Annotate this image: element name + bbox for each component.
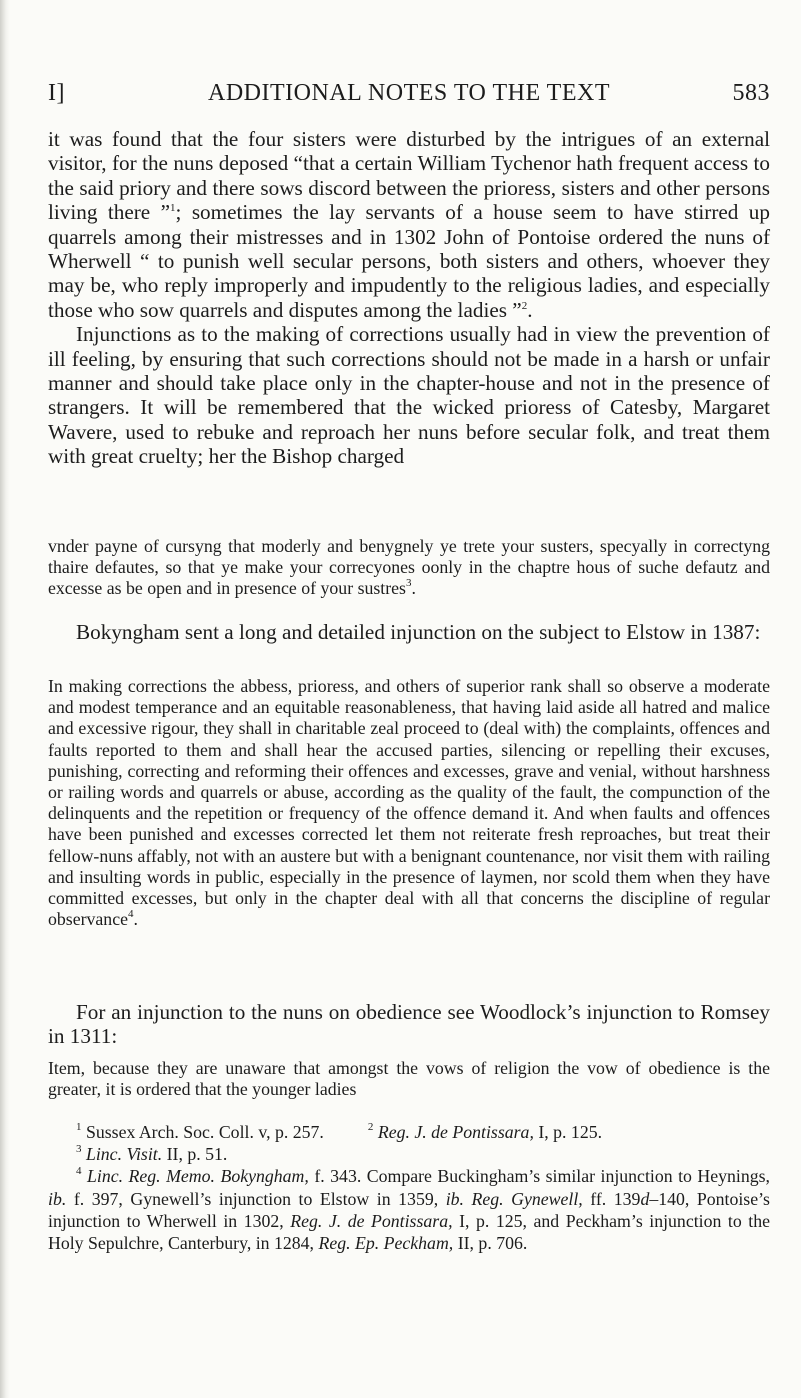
quotation-3 [48,1058,770,1100]
footnote-4-text-b: f. 397, Gynewell’s injunction to Elstow in 1359, [66,1188,446,1209]
paragraph-1 [48,127,770,469]
footnote-line-1-2 [48,1121,770,1143]
quotation-1-text: vnder payne of cursyng that moderly and benygnely ye trete your susters, specyally in correctyng thaire defautes, so that ye make your correcyones oonly in the chaptre hous of suche defautz and excesse as be open and in presence of your sustres [48,536,770,599]
paragraph-1-text-b: ; sometimes the lay servants of a house seem to have stirred up quarrels among their mistresses and in 1302 John of Pontoise ordered the nuns of Wherwell “ to punish well secular persons, both sisters and others, whoever they may be, who reply improperly and impudently to the religious ladies, and especially those who sow quarrels and disputes among the ladies ” [48,200,770,322]
footnote-ref-3: 3 [405,577,412,590]
paragraph-2: Injunctions as to the making of corrections usually had in view the prevention of ill feeling, by ensuring that such corrections should not be made in a harsh or unfair manner and should take place only in the chapter-house and not in the presence of strangers. It will be remembered that the wicked prioress of Catesby, Margaret Wavere, used to rebuke and reproach her nuns before secular folk, and treat them with great cruelty; her the Bishop charged [48,322,770,469]
footnote-4-title-2: ib. [48,1188,67,1209]
quotation-3-text: Item, because they are unaware that amongst the vows of religion the vow of obedience is the greater, it is ordered that the younger ladies [48,1058,770,1100]
footnote-ref-2: 2 [521,299,528,312]
footnotes [48,1121,770,1254]
footnote-4-text-c: ff. 139 [582,1188,641,1209]
footnote-marker-4: 4 [76,1165,82,1178]
footnote-4-text-e: I, p. 125, and Peckham’s injunction to the Holy Sepulchre, Canterbury, in 1284, [48,1210,770,1254]
footnote-2-ref: I, p. 125. [533,1122,603,1142]
footnote-4-text-d: –140, Pontoise’s injunction to Wherwell in 1302, [48,1188,770,1231]
quotation-1 [48,536,770,600]
footnote-4-title-5: Reg. J. de Pontissara, [290,1210,453,1231]
footnote-4-text-f: II, p. 706. [453,1233,528,1254]
quotation-2-end: . [133,909,138,930]
paragraph-4-block [48,1000,770,1049]
paragraph-1-text-c: . [527,297,533,322]
footnote-4-title-3: ib. Reg. Gynewell, [445,1188,583,1209]
page-number: 583 [732,80,770,106]
footnote-4-folio-d: d [640,1188,650,1209]
footnote-ref-1: 1 [170,202,176,215]
footnote-4-title-1: Linc. Reg. Memo. Bokyngham, [86,1166,309,1187]
footnote-marker-3: 3 [76,1143,82,1156]
footnote-3-ref: II, p. 51. [162,1144,228,1165]
paragraph-3-block [48,620,770,644]
paragraph-3: Bokyngham sent a long and detailed injunction on the subject to Elstow in 1387: [76,620,761,644]
page-binding-edge [0,0,10,1398]
footnote-line-4 [48,1165,770,1254]
footnote-3-title: Linc. Visit. [85,1144,163,1165]
running-header [48,80,770,110]
footnote-4-title-6: Reg. Ep. Peckham, [318,1233,454,1254]
paragraph-4: For an injunction to the nuns on obedience see Woodlock’s injunction to Romsey in 1311: [48,1000,770,1049]
footnote-ref-4: 4 [127,908,134,921]
footnote-1-text: Sussex Arch. Soc. Coll. v, p. 257. [85,1122,324,1142]
quotation-2-text: In making corrections the abbess, prioress, and others of superior rank shall so observe a moderate and modest temperance and an equitable reasonableness, that having laid aside all hatred and malice and excessive rigour, they shall in charitable zeal proceed to (deal with) the complaints, offences and faults reported to them and shall hear the accused parties, silencing or repelling their excuses, punishing, correcting and reforming their offences and excesses, grave and venial, without harshness or railing words and quarrels or abuse, according as the quality of the fault, the compunction of the delinquents and the repetition or frequency of the offence demand it. And when faults and offences have been punished and excesses corrected let them not reiterate fresh reproaches, but treat their fellow-nuns affably, not with an austere but with a benignant countenance, nor visit them with railing and insulting words in public, especially in the presence of laymen, nor scold them when they have committed excesses, but only in the chapter deal with all that concerns the discipline of regular observance [48,676,770,930]
footnote-line-3 [48,1143,770,1165]
footnote-marker-2: 2 [367,1121,374,1133]
footnote-2-title: Reg. J. de Pontissara, [377,1122,534,1142]
footnote-marker-1: 1 [76,1121,82,1133]
paragraph-1-text-a: it was found that the four sisters were disturbed by the intrigues of an external visitor, for the nuns deposed “that a certain William Tychenor hath frequent access to the said priory and there sows discord between the prioress, sisters and other persons living there ” [48,127,770,225]
running-title: ADDITIONAL NOTES TO THE TEXT [208,80,610,106]
chapter-number: I] [48,80,65,106]
quotation-2 [48,676,770,930]
quotation-1-end: . [411,578,416,599]
footnote-4-text-a: f. 343. Compare Buckingham’s similar injunction to Heynings, [308,1166,770,1187]
